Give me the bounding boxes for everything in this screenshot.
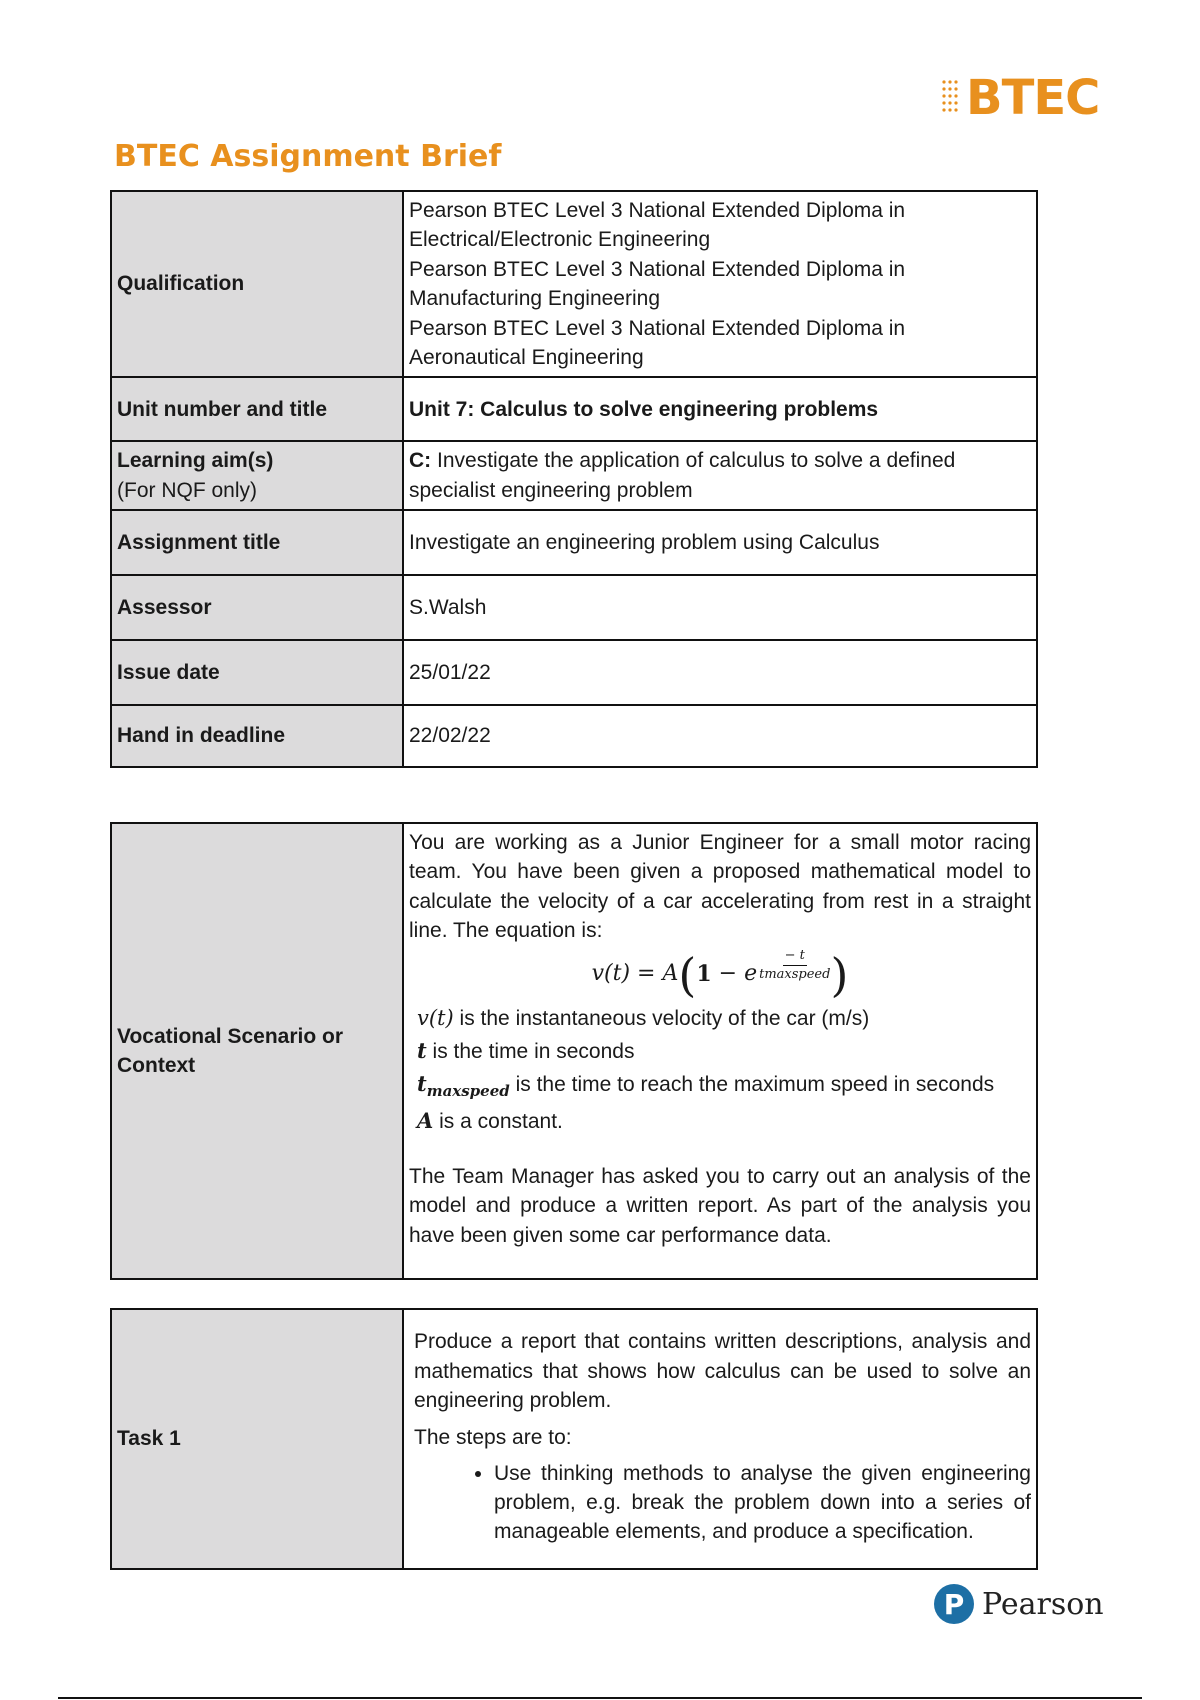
- assessor-label: Assessor: [111, 575, 403, 640]
- table-row: [111, 823, 1037, 1279]
- definition-text: is a constant.: [433, 1109, 563, 1133]
- learning-aim-value: [403, 441, 1037, 510]
- table-row: [111, 377, 1037, 441]
- symbol-definitions: [409, 1004, 1031, 1136]
- list-item: • Use thinking methods to analyse the given engineering problem, e.g. break the problem down into a series of manageable elements, and produce a specification.: [494, 1459, 1031, 1547]
- learning-aim-label-text: Learning aim(s): [117, 449, 274, 473]
- table-row: [111, 640, 1037, 705]
- equation-close-paren: ): [830, 947, 849, 1002]
- qualification-label: Qualification: [111, 191, 403, 377]
- page-title: BTEC Assignment Brief: [114, 139, 502, 174]
- symbol-tmax: t: [417, 1071, 427, 1097]
- equation-exponent: [759, 947, 830, 984]
- qualification-line: Manufacturing Engineering: [409, 287, 660, 311]
- task-label: Task 1: [111, 1309, 403, 1569]
- definition-constant: [417, 1106, 1031, 1136]
- definition-time: [417, 1036, 1031, 1066]
- equation-one: 1: [696, 961, 712, 988]
- qualification-line: Pearson BTEC Level 3 National Extended Diploma in: [409, 316, 906, 340]
- qualification-line: Pearson BTEC Level 3 National Extended Diploma in: [409, 199, 906, 222]
- definition-tmax: [417, 1069, 1031, 1102]
- pearson-mark-icon: P: [934, 1584, 974, 1624]
- definition-text: is the time to reach the maximum speed in seconds: [509, 1073, 995, 1097]
- assignment-title-value: Investigate an engineering problem using Calculus: [403, 510, 1037, 575]
- table-row: [111, 510, 1037, 575]
- deadline-value: 22/02/22: [403, 705, 1037, 767]
- symbol-a: A: [417, 1107, 434, 1133]
- table-row: [111, 441, 1037, 510]
- scenario-intro: You are working as a Junior Engineer for a small motor racing team. You have been given a proposed mathematical model to calculate the velocity of a car accelerating from rest in a straight line. The equation is:: [409, 831, 1031, 943]
- unit-value: Unit 7: Calculus to solve engineering problems: [403, 377, 1037, 441]
- issue-date-label: Issue date: [111, 640, 403, 705]
- equation-minus-e: − e: [718, 961, 758, 987]
- task-intro: Produce a report that contains written descriptions, analysis and mathematics that shows how calculus can be used to solve an engineering problem.: [414, 1330, 1031, 1412]
- footer-rule: [58, 1697, 1142, 1699]
- exponent-t: t: [799, 947, 805, 963]
- scenario-table: [110, 822, 1038, 1280]
- task-steps-label: The steps are to:: [414, 1426, 572, 1450]
- qualification-line: Aeronautical Engineering: [409, 345, 644, 369]
- btec-logo-text: BTEC: [966, 70, 1100, 126]
- symbol-v: v(t): [417, 1005, 454, 1030]
- definition-text: is the time in seconds: [426, 1039, 635, 1063]
- velocity-equation: [409, 947, 1031, 1002]
- table-row: [111, 575, 1037, 640]
- task-table: [110, 1308, 1038, 1570]
- scenario-content: [403, 823, 1037, 1279]
- definition-text: is the instantaneous velocity of the car (m/s): [453, 1006, 870, 1030]
- assignment-title-label: Assignment title: [111, 510, 403, 575]
- symbol-tmax-sub: maxspeed: [426, 1082, 510, 1101]
- assessor-value: S.Walsh: [403, 575, 1037, 640]
- pearson-logo-text: Pearson: [982, 1586, 1104, 1622]
- equation-equals: = A: [637, 961, 679, 987]
- task-steps-list: [414, 1459, 1031, 1547]
- qualification-value: [403, 191, 1037, 377]
- learning-aim-text: Investigate the application of calculus to solve a defined specialist engineering problem: [409, 449, 956, 502]
- learning-aim-label: [111, 441, 403, 510]
- qualification-line: Pearson BTEC Level 3 National Extended Diploma in: [409, 257, 906, 281]
- unit-label: Unit number and title: [111, 377, 403, 441]
- task-content: [403, 1309, 1037, 1569]
- scenario-label: Vocational Scenario or Context: [111, 823, 403, 1279]
- btec-logo: [940, 70, 1099, 126]
- symbol-t: t: [417, 1037, 427, 1063]
- table-row: [111, 705, 1037, 767]
- issue-date-value: 25/01/22: [403, 640, 1037, 705]
- learning-aim-code: C:: [409, 449, 432, 473]
- equation-lhs: v(t): [591, 961, 631, 987]
- dots-icon: [940, 76, 962, 120]
- exponent-denominator: tmaxspeed: [759, 967, 831, 983]
- table-row: [111, 1309, 1037, 1569]
- assignment-details-table: [110, 190, 1038, 768]
- definition-velocity: [417, 1004, 1031, 1033]
- learning-aim-sublabel: (For NQF only): [117, 478, 258, 502]
- qualification-line: Electrical/Electronic Engineering: [409, 228, 711, 252]
- equation-open-paren: (: [678, 947, 697, 1002]
- scenario-closing: The Team Manager has asked you to carry out an analysis of the model and produce a written report. As part of the analysis you have been given some car performance data.: [409, 1164, 1031, 1247]
- exponent-numerator: [783, 947, 807, 966]
- pearson-logo: [934, 1584, 1104, 1624]
- exponent-minus: −: [784, 947, 796, 963]
- deadline-label: Hand in deadline: [111, 705, 403, 767]
- table-row: [111, 191, 1037, 377]
